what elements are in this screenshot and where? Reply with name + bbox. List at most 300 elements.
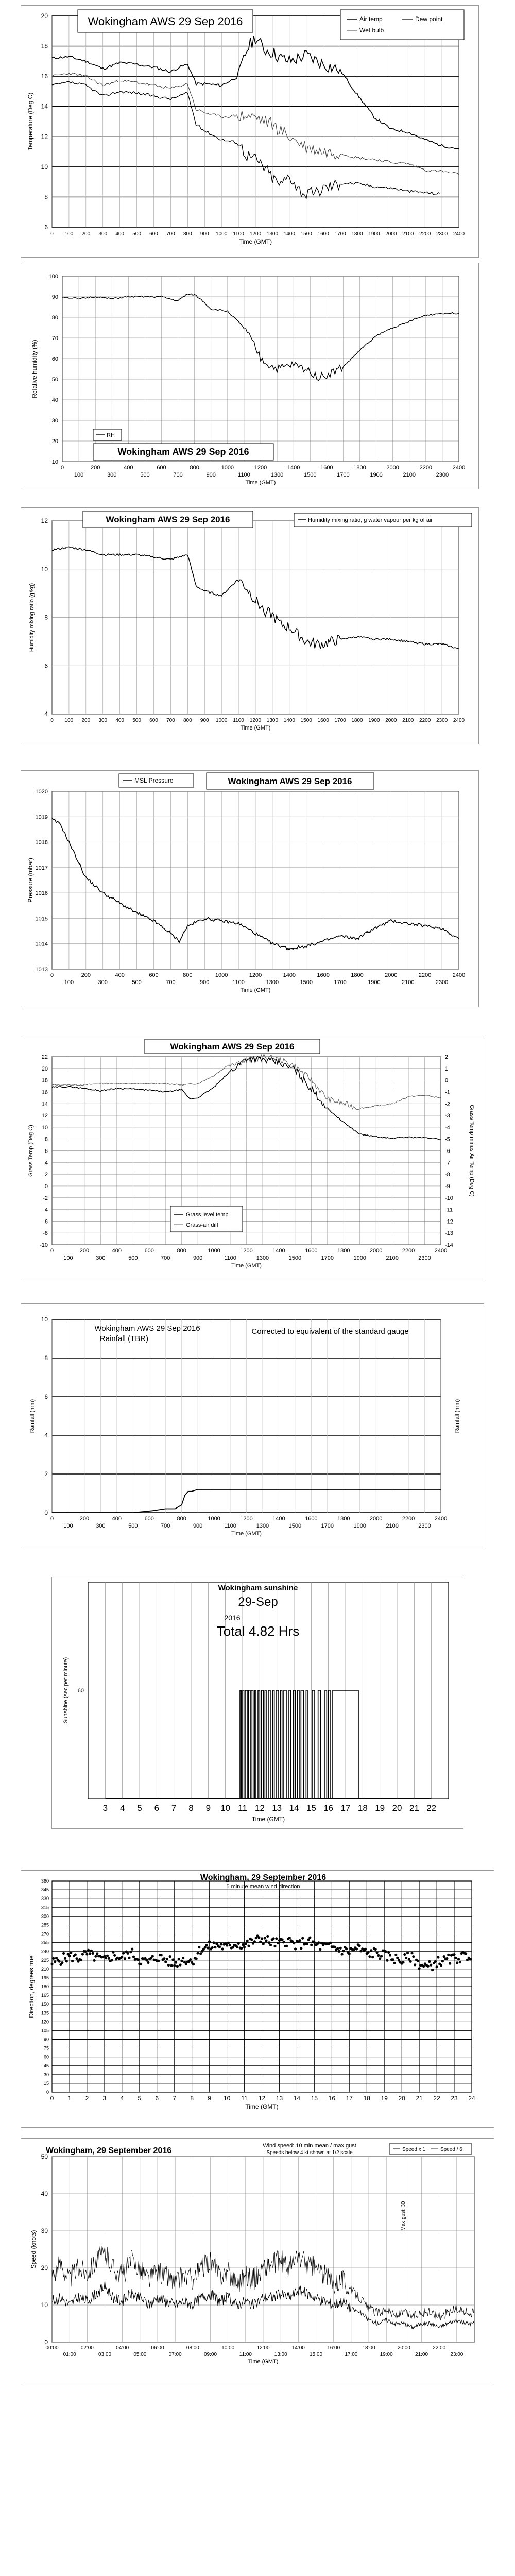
direction-point bbox=[300, 1947, 302, 1950]
direction-point bbox=[175, 1961, 177, 1964]
direction-point bbox=[145, 1959, 148, 1961]
direction-point bbox=[84, 1950, 87, 1953]
x-tick-label: 600 bbox=[149, 718, 158, 723]
y-tick-label: 16 bbox=[41, 1089, 48, 1096]
y-right-tick-label: -3 bbox=[445, 1113, 450, 1120]
x-tick-label: 200 bbox=[79, 1516, 90, 1522]
x-tick-label: 19 bbox=[381, 2095, 388, 2102]
direction-point bbox=[157, 1960, 160, 1962]
y-right-tick-label: -2 bbox=[445, 1101, 450, 1108]
x-tick-label: 02:00 bbox=[80, 2345, 94, 2351]
x-axis-label: Time (GMT) bbox=[240, 725, 271, 731]
sunshine-bar bbox=[301, 1690, 303, 1799]
y-tick-label: 30 bbox=[41, 2227, 48, 2234]
direction-point bbox=[272, 1937, 275, 1940]
direction-point bbox=[208, 1940, 211, 1943]
y-tick-label: 50 bbox=[52, 377, 58, 383]
x-tick-label: 2200 bbox=[418, 972, 432, 978]
direction-point bbox=[50, 1963, 53, 1965]
x-tick-label: 1400 bbox=[287, 465, 300, 471]
direction-point bbox=[61, 1961, 63, 1964]
y-tick-label: 195 bbox=[41, 1975, 49, 1980]
direction-point bbox=[124, 1957, 126, 1960]
x-tick-label: 20 bbox=[392, 1803, 402, 1813]
direction-point bbox=[245, 1942, 247, 1945]
direction-point bbox=[255, 1937, 258, 1939]
direction-point bbox=[285, 1945, 288, 1947]
y-tick-label: 8 bbox=[44, 193, 48, 201]
chart-subtitle: Wind speed: 10 min mean / max gust bbox=[263, 2143, 356, 2149]
direction-point bbox=[364, 1948, 367, 1951]
direction-point bbox=[198, 1946, 200, 1948]
y-tick-label: 1020 bbox=[35, 789, 48, 795]
x-tick-label: 1000 bbox=[215, 972, 228, 978]
y-tick-label: 1016 bbox=[35, 890, 48, 897]
x-tick-label: 800 bbox=[177, 1248, 186, 1254]
direction-point bbox=[410, 1952, 413, 1954]
direction-point bbox=[396, 1957, 399, 1959]
direction-point bbox=[213, 1941, 215, 1944]
temperature-chart bbox=[21, 6, 478, 257]
y-tick-label: 18 bbox=[41, 1077, 48, 1084]
x-tick-label: 06:00 bbox=[151, 2345, 164, 2351]
y-tick-label: 14 bbox=[41, 103, 48, 110]
x-tick-label: 1000 bbox=[208, 1516, 220, 1522]
x-tick-label: 18 bbox=[363, 2095, 370, 2102]
sunshine-bar bbox=[245, 1690, 248, 1799]
y-axis-label: Pressure (mbar) bbox=[27, 858, 34, 903]
x-tick-label: 700 bbox=[161, 1255, 170, 1261]
x-tick-label: 4 bbox=[119, 1803, 125, 1813]
x-tick-label: 1100 bbox=[224, 1255, 236, 1261]
direction-point bbox=[422, 1965, 425, 1968]
chart-subtitle: 29-Sep bbox=[238, 1595, 278, 1609]
x-tick-label: 12 bbox=[254, 1803, 265, 1813]
direction-point bbox=[418, 1967, 421, 1970]
y-tick-label: 22 bbox=[41, 1054, 48, 1060]
direction-point bbox=[160, 1954, 163, 1956]
wind-direction-chart bbox=[21, 1871, 494, 2127]
x-tick-label: 11:00 bbox=[239, 2352, 252, 2358]
x-tick-label: 1500 bbox=[300, 231, 312, 237]
x-tick-label: 2400 bbox=[452, 465, 466, 471]
x-tick-label: 2000 bbox=[385, 231, 397, 237]
y-tick-label: 90 bbox=[43, 2037, 49, 2042]
direction-point bbox=[62, 1952, 65, 1955]
direction-point bbox=[110, 1959, 113, 1961]
x-tick-label: 300 bbox=[98, 231, 108, 237]
y-right-tick-label: -7 bbox=[445, 1160, 450, 1166]
chart-annotation: Corrected to equivalent of the standard gauge bbox=[251, 1327, 409, 1336]
direction-point bbox=[105, 1957, 107, 1959]
pressure-chart-panel bbox=[21, 770, 479, 1007]
x-tick-label: 1400 bbox=[283, 231, 295, 237]
direction-point bbox=[403, 1953, 406, 1956]
direction-point bbox=[275, 1937, 278, 1940]
y-tick-label: 1014 bbox=[35, 941, 48, 947]
legend-label: Dew point bbox=[415, 15, 443, 23]
direction-point bbox=[386, 1959, 388, 1962]
y-right-tick-label: -14 bbox=[445, 1242, 453, 1248]
direction-point bbox=[428, 1960, 431, 1963]
x-tick-label: 400 bbox=[112, 1516, 122, 1522]
x-tick-label: 6 bbox=[155, 2095, 159, 2102]
x-tick-label: 1400 bbox=[272, 1516, 285, 1522]
x-tick-label: 2100 bbox=[386, 1255, 399, 1261]
direction-point bbox=[113, 1954, 116, 1957]
sunshine-bar bbox=[325, 1690, 327, 1799]
direction-point bbox=[196, 1952, 199, 1954]
x-tick-label: 500 bbox=[128, 1523, 138, 1529]
x-tick-label: 300 bbox=[98, 979, 108, 986]
direction-point bbox=[68, 1955, 71, 1957]
y-tick-label: 150 bbox=[41, 2002, 49, 2007]
humidity-chart-panel bbox=[21, 263, 479, 489]
x-tick-label: 13 bbox=[276, 2095, 283, 2102]
x-tick-label: 17 bbox=[346, 2095, 353, 2102]
y-right-tick-label: 2 bbox=[445, 1054, 449, 1060]
direction-point bbox=[306, 1942, 308, 1945]
x-tick-label: 22 bbox=[426, 1803, 437, 1813]
direction-point bbox=[436, 1965, 438, 1968]
direction-point bbox=[128, 1957, 130, 1959]
y-tick-label: 1018 bbox=[35, 839, 48, 846]
x-tick-label: 1900 bbox=[353, 1523, 366, 1529]
direction-point bbox=[195, 1957, 198, 1960]
x-tick-label: 0 bbox=[50, 718, 54, 723]
x-tick-label: 800 bbox=[183, 718, 192, 723]
y-tick-label: 105 bbox=[41, 2028, 49, 2033]
direction-point bbox=[236, 1945, 238, 1948]
direction-point bbox=[443, 1955, 445, 1958]
x-tick-label: 2200 bbox=[419, 231, 431, 237]
y-axis-label: Grass Temp (Deg C) bbox=[28, 1125, 34, 1177]
direction-point bbox=[406, 1952, 409, 1954]
direction-point bbox=[348, 1953, 351, 1955]
direction-point bbox=[293, 1942, 295, 1944]
direction-point bbox=[377, 1954, 380, 1957]
x-tick-label: 23 bbox=[451, 2095, 458, 2102]
sunshine-bar bbox=[268, 1690, 270, 1799]
x-tick-label: 01:00 bbox=[63, 2352, 76, 2358]
x-tick-label: 24 bbox=[468, 2095, 475, 2102]
x-tick-label: 5 bbox=[137, 1803, 142, 1813]
direction-point bbox=[176, 1965, 179, 1968]
y-tick-label: 315 bbox=[41, 1905, 49, 1910]
direction-point bbox=[393, 1962, 396, 1964]
x-tick-label: 2000 bbox=[369, 1248, 383, 1254]
y-tick-label: 120 bbox=[41, 2019, 49, 2025]
y-tick-label: 330 bbox=[41, 1896, 49, 1902]
direction-point bbox=[70, 1952, 72, 1954]
x-axis-label: Time (GMT) bbox=[231, 1531, 262, 1537]
direction-point bbox=[336, 1947, 339, 1950]
direction-point bbox=[87, 1949, 90, 1952]
x-tick-label: 800 bbox=[183, 231, 192, 237]
x-tick-label: 1700 bbox=[337, 472, 350, 478]
direction-point bbox=[192, 1963, 195, 1965]
y-tick-label: -8 bbox=[43, 1230, 48, 1237]
x-tick-label: 04:00 bbox=[116, 2345, 129, 2351]
x-tick-label: 1900 bbox=[353, 1255, 366, 1261]
direction-point bbox=[453, 1953, 455, 1956]
chart-annotation-year: 2016 bbox=[224, 1614, 241, 1622]
wind-speed-chart-panel bbox=[21, 2138, 494, 2385]
grass-temp-chart-panel bbox=[21, 1036, 484, 1280]
direction-point bbox=[167, 1964, 170, 1967]
y-tick-label: 4 bbox=[44, 1432, 48, 1439]
y-axis-label: Temperature (Deg C) bbox=[27, 92, 34, 151]
x-tick-label: 1600 bbox=[305, 1248, 318, 1254]
y-tick-label: 10 bbox=[41, 1316, 48, 1323]
x-tick-label: 1100 bbox=[233, 231, 244, 237]
direction-point bbox=[211, 1946, 214, 1949]
x-tick-label: 500 bbox=[132, 718, 141, 723]
sunshine-bar bbox=[262, 1690, 264, 1799]
sunshine-bar bbox=[265, 1690, 266, 1799]
x-tick-label: 1100 bbox=[232, 979, 245, 986]
x-tick-label: 1400 bbox=[283, 972, 296, 978]
x-tick-label: 07:00 bbox=[168, 2352, 182, 2358]
x-tick-label: 1300 bbox=[266, 979, 279, 986]
x-tick-label: 23:00 bbox=[450, 2352, 464, 2358]
direction-point bbox=[341, 1953, 344, 1955]
direction-point bbox=[301, 1937, 304, 1940]
y-tick-label: 2 bbox=[44, 1172, 48, 1178]
y-tick-label: 210 bbox=[41, 1966, 49, 1972]
direction-point bbox=[310, 1944, 313, 1946]
direction-point bbox=[205, 1944, 208, 1946]
chart-title: Wokingham sunshine bbox=[218, 1584, 298, 1592]
sunshine-bar bbox=[298, 1690, 299, 1799]
y-tick-label: 50 bbox=[41, 2153, 48, 2160]
direction-point bbox=[449, 1962, 451, 1965]
x-axis-label: Time (GMT) bbox=[248, 2359, 279, 2365]
y-tick-label: 10 bbox=[41, 163, 48, 171]
y-tick-label: 0 bbox=[44, 2338, 48, 2346]
x-tick-label: 200 bbox=[81, 972, 91, 978]
direction-point bbox=[459, 1961, 461, 1963]
x-tick-label: 2100 bbox=[402, 979, 415, 986]
x-tick-label: 1200 bbox=[249, 718, 262, 723]
direction-point bbox=[94, 1955, 97, 1958]
x-tick-label: 22:00 bbox=[433, 2345, 446, 2351]
y-tick-label: 345 bbox=[41, 1887, 49, 1893]
direction-point bbox=[319, 1948, 321, 1951]
x-tick-label: 10:00 bbox=[221, 2345, 235, 2351]
x-tick-label: 1300 bbox=[256, 1523, 269, 1529]
y-tick-label: 6 bbox=[44, 224, 48, 231]
x-tick-label: 800 bbox=[183, 972, 193, 978]
direction-point bbox=[308, 1937, 311, 1939]
grass-temp-chart bbox=[21, 1036, 484, 1280]
direction-point bbox=[58, 1960, 61, 1963]
y-tick-label: 240 bbox=[41, 1948, 49, 1954]
direction-point bbox=[456, 1961, 458, 1964]
x-tick-label: 2 bbox=[85, 2095, 89, 2102]
x-axis-label: Time (GMT) bbox=[231, 1263, 262, 1269]
legend-label: RH bbox=[107, 432, 115, 438]
direction-point bbox=[402, 1961, 404, 1963]
direction-point bbox=[93, 1959, 96, 1962]
x-tick-label: 1200 bbox=[249, 972, 262, 978]
y-tick-label: 4 bbox=[44, 1160, 48, 1166]
legend-label: Speed x 1 bbox=[402, 2147, 426, 2153]
direction-point bbox=[394, 1954, 397, 1956]
direction-point bbox=[243, 1946, 246, 1948]
direction-point bbox=[392, 1958, 394, 1961]
rainfall-chart bbox=[21, 1304, 484, 1548]
x-tick-label: 1700 bbox=[334, 979, 347, 986]
chart-subtitle: 5 minute mean wind direction bbox=[226, 1884, 300, 1890]
direction-point bbox=[218, 1946, 221, 1948]
y-tick-label: -4 bbox=[43, 1207, 48, 1213]
chart-title: Wokingham AWS 29 Sep 2016 bbox=[117, 447, 249, 457]
direction-point bbox=[379, 1957, 381, 1960]
x-tick-label: 2200 bbox=[402, 1516, 415, 1522]
y-tick-label: 60 bbox=[52, 356, 58, 362]
y-right-axis-label: Grass Temp minus Air Temp (Deg C) bbox=[469, 1105, 475, 1197]
y-right-tick-label: -1 bbox=[445, 1089, 450, 1096]
y-tick-label: 300 bbox=[41, 1913, 49, 1919]
direction-point bbox=[445, 1957, 448, 1960]
direction-point bbox=[207, 1946, 209, 1949]
direction-point bbox=[370, 1949, 372, 1952]
x-tick-label: 09:00 bbox=[203, 2352, 217, 2358]
direction-point bbox=[387, 1951, 390, 1954]
x-tick-label: 1500 bbox=[304, 472, 317, 478]
y-tick-label: 20 bbox=[41, 2264, 48, 2272]
mixing-ratio-chart-panel bbox=[21, 507, 479, 744]
direction-point bbox=[259, 1941, 262, 1943]
x-axis-label: Time (GMT) bbox=[251, 1816, 285, 1823]
x-tick-label: 2100 bbox=[403, 472, 416, 478]
direction-point bbox=[405, 1957, 407, 1959]
direction-point bbox=[342, 1950, 345, 1952]
direction-point bbox=[85, 1953, 88, 1955]
direction-point bbox=[81, 1953, 84, 1955]
x-axis-label: Time (GMT) bbox=[240, 987, 271, 993]
x-tick-label: 9 bbox=[208, 2095, 211, 2102]
x-tick-label: 700 bbox=[161, 1523, 170, 1529]
direction-point bbox=[240, 1947, 243, 1950]
direction-point bbox=[368, 1955, 371, 1958]
x-tick-label: 200 bbox=[90, 465, 100, 471]
y-right-tick-label: 0 bbox=[445, 1077, 449, 1084]
y-tick-label: -6 bbox=[43, 1218, 48, 1225]
x-tick-label: 400 bbox=[115, 972, 125, 978]
x-tick-label: 500 bbox=[140, 472, 150, 478]
direction-point bbox=[376, 1951, 379, 1954]
series-line-dew-point bbox=[52, 81, 440, 198]
x-tick-label: 1200 bbox=[240, 1248, 253, 1254]
sunshine-bar bbox=[293, 1690, 295, 1799]
y-tick-label: 40 bbox=[52, 397, 58, 403]
x-tick-label: 1400 bbox=[272, 1248, 285, 1254]
y-tick-label: 225 bbox=[41, 1957, 49, 1963]
y-right-axis-label: Rainfall (mm) bbox=[454, 1399, 460, 1433]
x-tick-label: 2100 bbox=[402, 231, 414, 237]
x-tick-label: 1500 bbox=[288, 1523, 302, 1529]
x-tick-label: 1400 bbox=[283, 718, 295, 723]
direction-point bbox=[173, 1964, 176, 1967]
x-tick-label: 1900 bbox=[368, 718, 380, 723]
y-tick-label: 285 bbox=[41, 1922, 49, 1928]
sunshine-bar bbox=[312, 1690, 315, 1799]
x-tick-label: 1300 bbox=[256, 1255, 269, 1261]
direction-point bbox=[65, 1960, 68, 1962]
direction-point bbox=[454, 1957, 457, 1959]
direction-point bbox=[220, 1943, 222, 1945]
sunshine-bar bbox=[306, 1690, 307, 1799]
x-tick-label: 10 bbox=[220, 1803, 231, 1813]
direction-point bbox=[338, 1950, 340, 1953]
direction-point bbox=[384, 1950, 387, 1953]
direction-point bbox=[140, 1963, 142, 1965]
x-tick-label: 2000 bbox=[385, 718, 397, 723]
wind-direction-chart-panel bbox=[21, 1870, 494, 2128]
sunshine-bar bbox=[272, 1690, 274, 1799]
x-tick-label: 1900 bbox=[370, 472, 383, 478]
direction-point bbox=[265, 1940, 267, 1942]
sunshine-bar bbox=[258, 1690, 260, 1799]
y-tick-label: -2 bbox=[43, 1195, 48, 1201]
x-tick-label: 1300 bbox=[266, 718, 279, 723]
x-tick-label: 16 bbox=[323, 1803, 334, 1813]
sunshine-chart-panel bbox=[52, 1577, 464, 1829]
x-tick-label: 17:00 bbox=[345, 2352, 358, 2358]
y-tick-label: 20 bbox=[41, 12, 48, 20]
x-tick-label: 0 bbox=[50, 231, 54, 237]
x-tick-label: 1100 bbox=[224, 1523, 236, 1529]
x-tick-label: 7 bbox=[171, 1803, 177, 1813]
x-tick-label: 400 bbox=[115, 718, 125, 723]
x-tick-label: 2400 bbox=[452, 972, 466, 978]
sunshine-bar bbox=[251, 1690, 253, 1799]
x-tick-label: 19 bbox=[375, 1803, 385, 1813]
x-tick-label: 600 bbox=[157, 465, 166, 471]
x-tick-label: 14:00 bbox=[291, 2345, 305, 2351]
x-tick-label: 900 bbox=[193, 1255, 203, 1261]
y-tick-label: 0 bbox=[46, 2090, 49, 2095]
x-tick-label: 200 bbox=[81, 231, 91, 237]
x-tick-label: 3 bbox=[102, 2095, 107, 2102]
direction-point bbox=[371, 1956, 374, 1958]
sunshine-bar bbox=[243, 1690, 244, 1799]
y-tick-label: 6 bbox=[44, 662, 48, 670]
x-tick-label: 2400 bbox=[434, 1248, 448, 1254]
y-tick-label: 8 bbox=[44, 614, 48, 621]
direction-point bbox=[127, 1952, 129, 1955]
chart-annotation: Max gust: 30 bbox=[401, 2201, 406, 2231]
direction-point bbox=[90, 1950, 93, 1952]
y-tick-label: 15 bbox=[43, 2080, 49, 2086]
x-tick-label: 100 bbox=[63, 1523, 73, 1529]
direction-point bbox=[465, 1952, 467, 1955]
y-tick-label: 2 bbox=[44, 1470, 48, 1478]
x-tick-label: 500 bbox=[128, 1255, 138, 1261]
direction-point bbox=[52, 1957, 55, 1960]
x-tick-label: 2300 bbox=[436, 231, 448, 237]
direction-point bbox=[262, 1943, 265, 1945]
x-tick-label: 08:00 bbox=[186, 2345, 199, 2351]
x-tick-label: 1000 bbox=[221, 465, 234, 471]
direction-point bbox=[151, 1955, 154, 1957]
x-tick-label: 05:00 bbox=[133, 2352, 147, 2358]
x-tick-label: 1000 bbox=[208, 1248, 220, 1254]
y-tick-label: 1019 bbox=[35, 814, 48, 821]
x-tick-label: 400 bbox=[124, 465, 133, 471]
